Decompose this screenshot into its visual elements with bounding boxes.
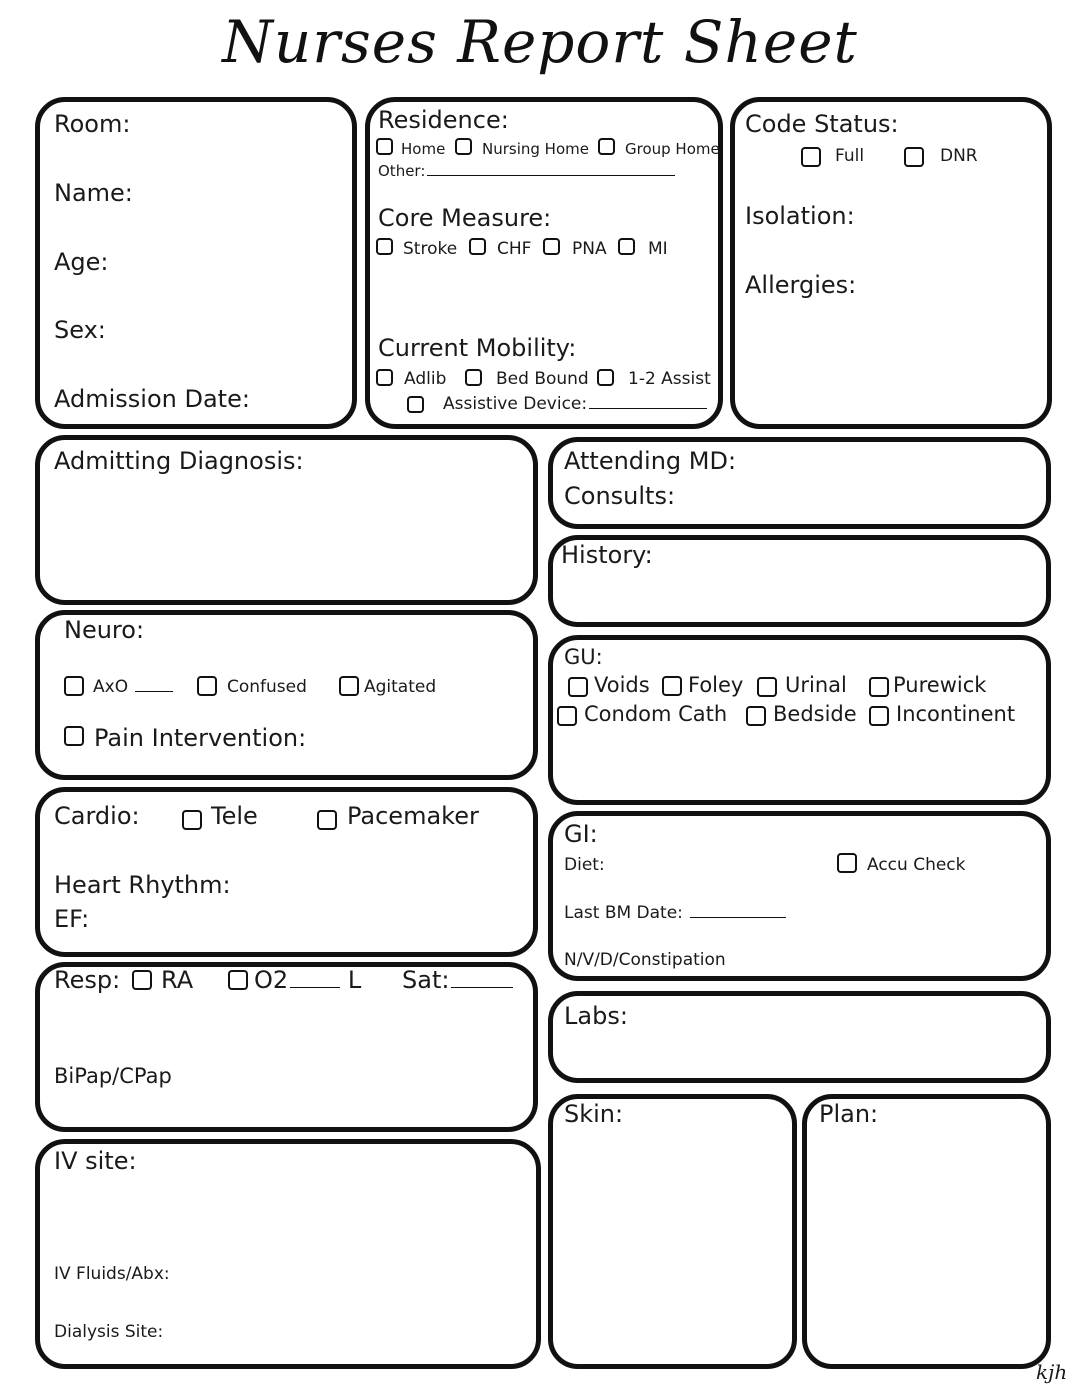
neuro-axo-checkbox[interactable] bbox=[64, 676, 84, 696]
page-title: Nurses Report Sheet bbox=[222, 8, 858, 76]
signature: kjh bbox=[1036, 1360, 1068, 1384]
code-dnr-label: DNR bbox=[940, 146, 978, 166]
gu-bedside-checkbox[interactable] bbox=[746, 706, 766, 726]
gu-foley-label: Foley bbox=[688, 673, 744, 697]
core-pna-checkbox[interactable] bbox=[543, 238, 560, 255]
dialysis-site-label: Dialysis Site: bbox=[54, 1322, 164, 1342]
residence-other-label: Other: bbox=[378, 162, 675, 180]
residence-label: Residence: bbox=[378, 106, 509, 134]
name-label: Name: bbox=[54, 179, 133, 207]
resp-ra-label: RA bbox=[161, 966, 194, 994]
assistive-device-checkbox[interactable] bbox=[407, 396, 424, 413]
code-full-checkbox[interactable] bbox=[801, 147, 821, 167]
neuro-confused-label: Confused bbox=[227, 677, 307, 697]
assistive-device-label: Assistive Device: bbox=[443, 394, 707, 414]
code-status-label: Code Status: bbox=[745, 110, 899, 138]
cardio-pacemaker-label: Pacemaker bbox=[347, 802, 479, 830]
mobility-adlib-label: Adlib bbox=[404, 369, 447, 389]
mobility-assist-label: 1-2 Assist bbox=[628, 369, 711, 389]
skin-box bbox=[548, 1094, 797, 1369]
neuro-axo-label: AxO bbox=[93, 677, 173, 697]
core-mi-label: MI bbox=[648, 239, 668, 259]
gi-accu-check-label: Accu Check bbox=[867, 855, 966, 875]
neuro-agitated-checkbox[interactable] bbox=[339, 676, 359, 696]
gu-foley-checkbox[interactable] bbox=[662, 676, 682, 696]
gu-bedside-label: Bedside bbox=[773, 702, 857, 726]
gu-voids-label: Voids bbox=[594, 673, 650, 697]
mobility-bed-bound-label: Bed Bound bbox=[496, 369, 589, 389]
gu-condom-cath-checkbox[interactable] bbox=[557, 706, 577, 726]
core-stroke-label: Stroke bbox=[403, 239, 458, 259]
consults-label: Consults: bbox=[564, 482, 676, 510]
gu-condom-cath-label: Condom Cath bbox=[584, 702, 728, 726]
residence-nursing-home-label: Nursing Home bbox=[482, 140, 589, 158]
resp-ra-checkbox[interactable] bbox=[132, 970, 152, 990]
neuro-agitated-label: Agitated bbox=[364, 677, 437, 697]
sex-label: Sex: bbox=[54, 316, 106, 344]
core-mi-checkbox[interactable] bbox=[618, 238, 635, 255]
mobility-assist-checkbox[interactable] bbox=[597, 369, 614, 386]
cardio-label: Cardio: bbox=[54, 802, 140, 830]
residence-nursing-home-checkbox[interactable] bbox=[455, 138, 472, 155]
pain-intervention-checkbox[interactable] bbox=[64, 726, 84, 746]
cardio-tele-checkbox[interactable] bbox=[182, 810, 202, 830]
iv-fluids-label: IV Fluids/Abx: bbox=[54, 1264, 170, 1284]
residence-home-checkbox[interactable] bbox=[376, 138, 393, 155]
neuro-confused-checkbox[interactable] bbox=[197, 676, 217, 696]
gi-diet-label: Diet: bbox=[564, 855, 605, 875]
mobility-bed-bound-checkbox[interactable] bbox=[465, 369, 482, 386]
core-chf-label: CHF bbox=[497, 239, 532, 259]
pain-intervention-label: Pain Intervention: bbox=[94, 724, 307, 752]
residence-group-home-label: Group Home bbox=[625, 140, 720, 158]
admission-date-label: Admission Date: bbox=[54, 385, 250, 413]
gu-urinal-checkbox[interactable] bbox=[757, 677, 777, 697]
cardio-pacemaker-checkbox[interactable] bbox=[317, 810, 337, 830]
ef-label: EF: bbox=[54, 905, 90, 933]
core-chf-checkbox[interactable] bbox=[469, 238, 486, 255]
code-dnr-checkbox[interactable] bbox=[904, 147, 924, 167]
isolation-label: Isolation: bbox=[745, 202, 855, 230]
resp-o2-checkbox[interactable] bbox=[228, 970, 248, 990]
gu-label: GU: bbox=[564, 645, 603, 669]
core-measure-label: Core Measure: bbox=[378, 204, 552, 232]
gi-accu-check-checkbox[interactable] bbox=[837, 853, 857, 873]
allergies-label: Allergies: bbox=[745, 271, 857, 299]
gi-last-bm-label: Last BM Date: bbox=[564, 903, 786, 923]
history-label: History: bbox=[561, 541, 653, 569]
code-full-label: Full bbox=[835, 146, 865, 166]
heart-rhythm-label: Heart Rhythm: bbox=[54, 871, 231, 899]
admitting-diagnosis-label: Admitting Diagnosis: bbox=[54, 447, 304, 475]
gi-nvd-label: N/V/D/Constipation bbox=[564, 950, 726, 970]
core-pna-label: PNA bbox=[572, 239, 607, 259]
skin-label: Skin: bbox=[564, 1100, 624, 1128]
gi-label: GI: bbox=[564, 820, 598, 848]
gu-voids-checkbox[interactable] bbox=[568, 677, 588, 697]
labs-label: Labs: bbox=[564, 1002, 628, 1030]
room-label: Room: bbox=[54, 110, 131, 138]
gu-purewick-label: Purewick bbox=[893, 673, 987, 697]
neuro-label: Neuro: bbox=[64, 616, 145, 644]
iv-site-label: IV site: bbox=[54, 1147, 137, 1175]
resp-o2-label: O2 L bbox=[254, 966, 362, 994]
cardio-tele-label: Tele bbox=[211, 802, 258, 830]
resp-sat-label: Sat: bbox=[402, 966, 513, 994]
age-label: Age: bbox=[54, 248, 109, 276]
code-status-box bbox=[730, 97, 1052, 429]
gu-urinal-label: Urinal bbox=[785, 673, 847, 697]
gu-incontinent-label: Incontinent bbox=[896, 702, 1016, 726]
core-stroke-checkbox[interactable] bbox=[376, 238, 393, 255]
plan-label: Plan: bbox=[819, 1100, 879, 1128]
residence-home-label: Home bbox=[401, 140, 446, 158]
resp-label: Resp: bbox=[54, 966, 121, 994]
gu-incontinent-checkbox[interactable] bbox=[869, 706, 889, 726]
plan-box bbox=[802, 1094, 1051, 1369]
mobility-label: Current Mobility: bbox=[378, 334, 577, 362]
gu-purewick-checkbox[interactable] bbox=[869, 677, 889, 697]
residence-group-home-checkbox[interactable] bbox=[598, 138, 615, 155]
mobility-adlib-checkbox[interactable] bbox=[376, 369, 393, 386]
bipap-label: BiPap/CPap bbox=[54, 1064, 172, 1088]
attending-md-label: Attending MD: bbox=[564, 447, 737, 475]
